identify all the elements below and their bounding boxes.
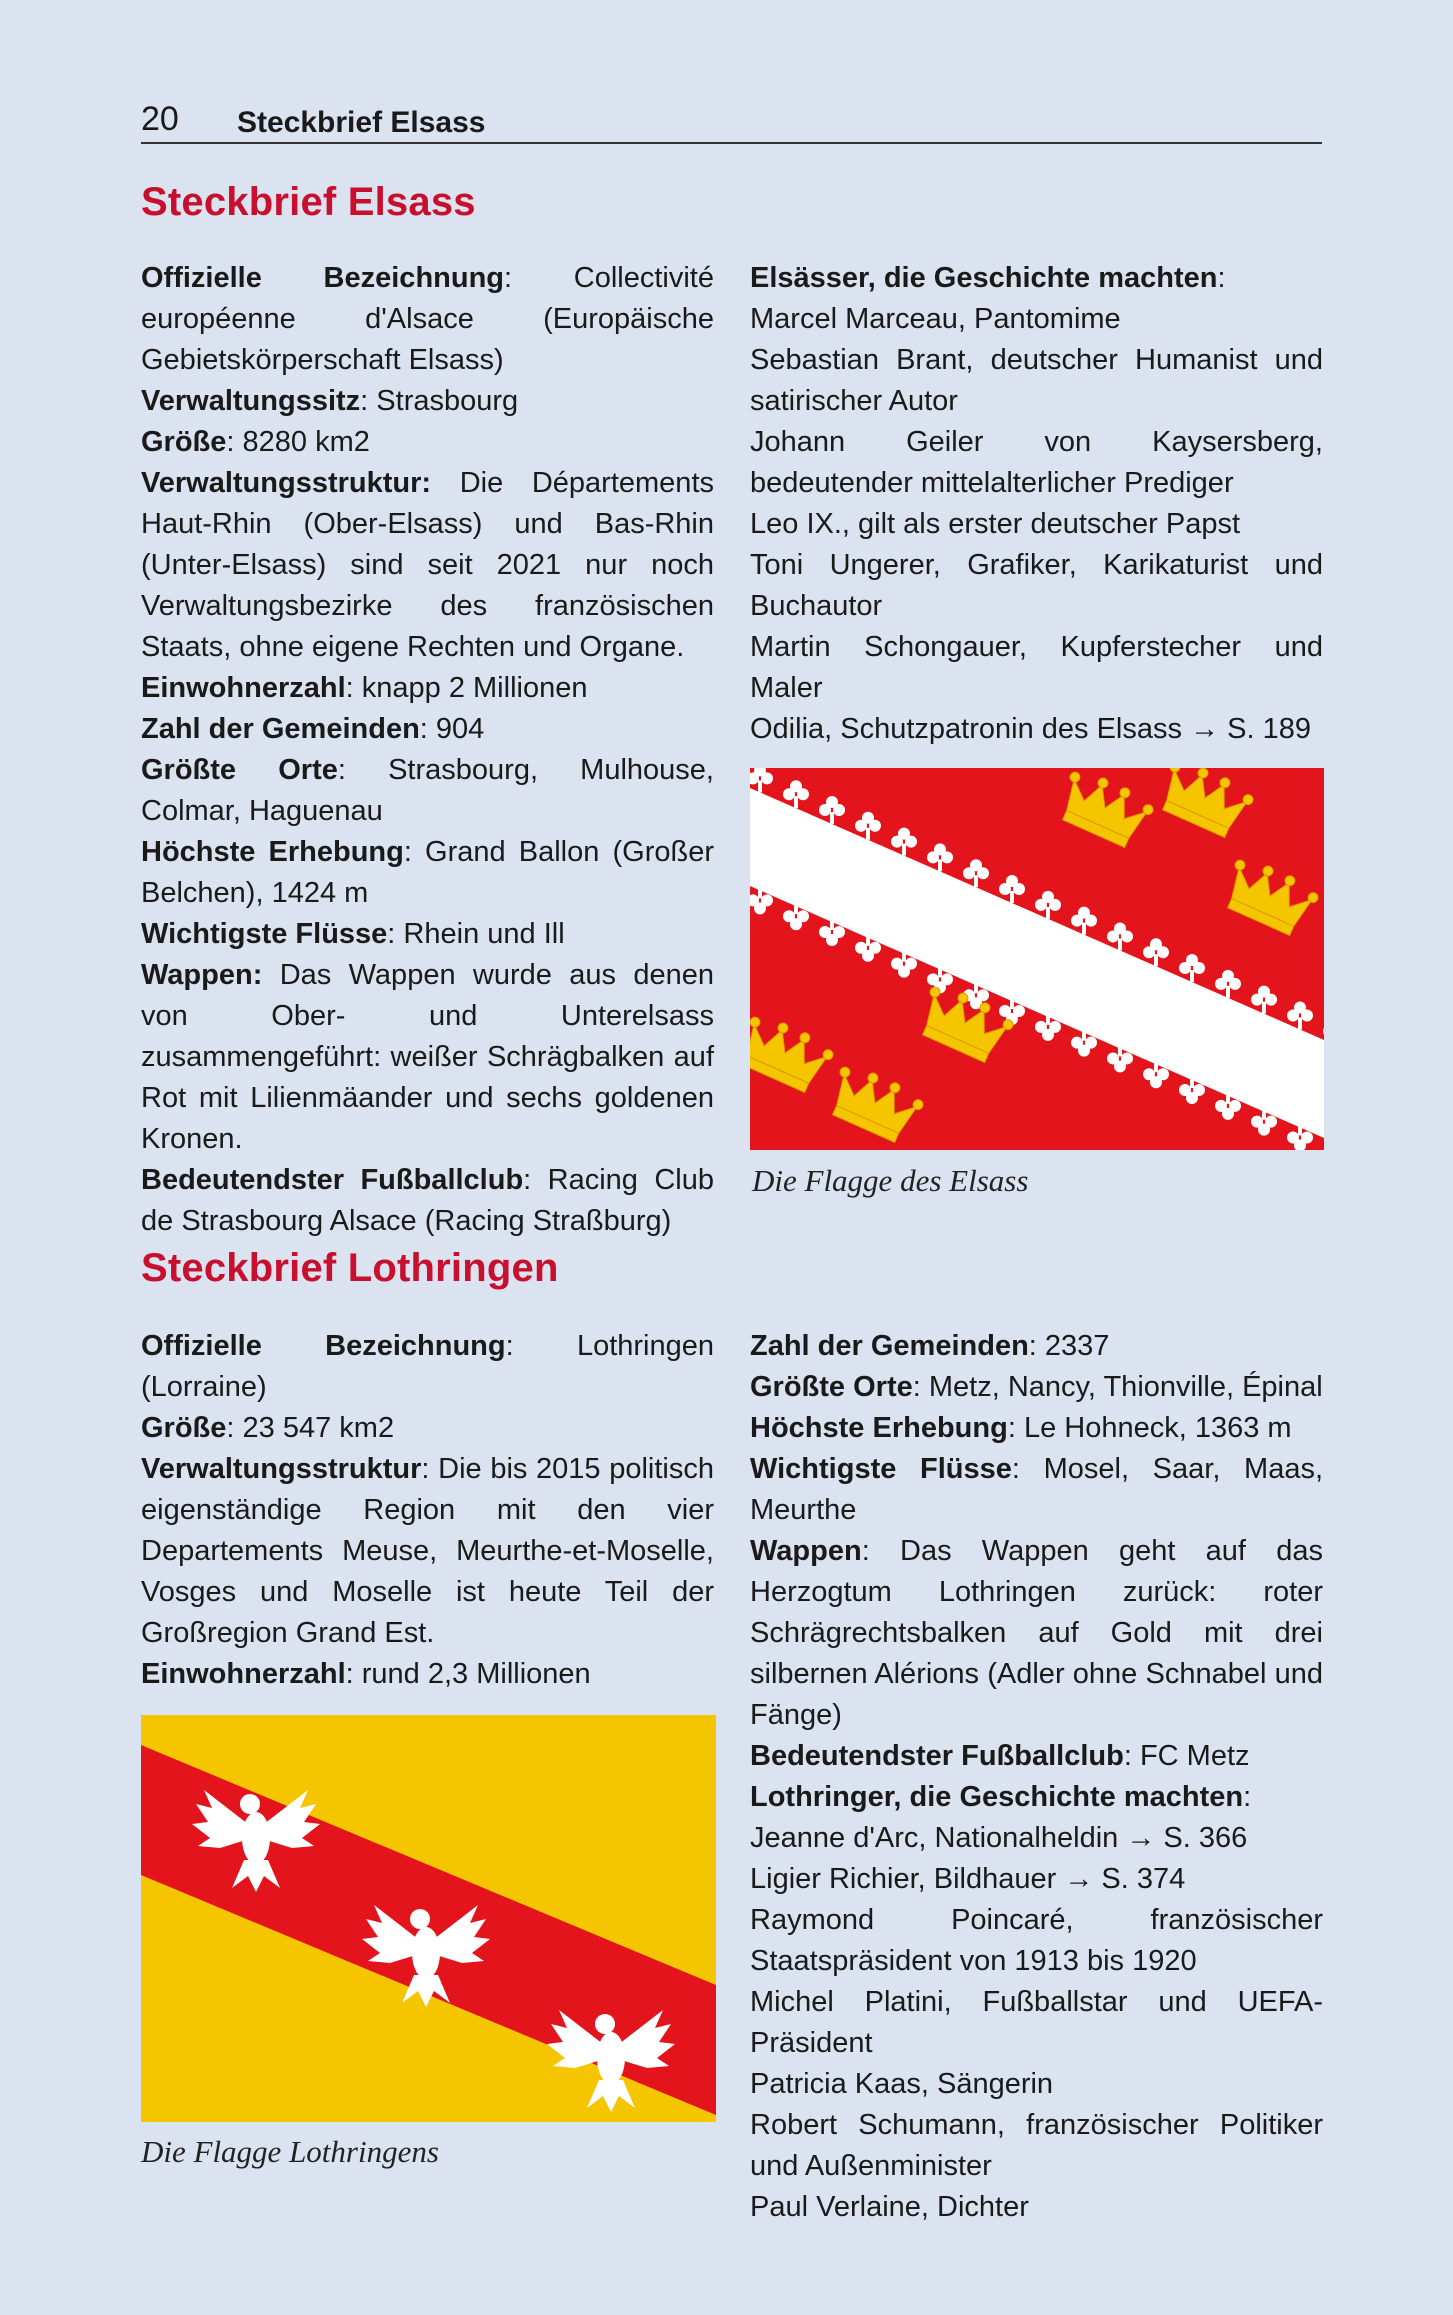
lorraine-fact-entry-separator: : — [1028, 1330, 1045, 1362]
alsace-fact-entry — [141, 709, 714, 750]
lorraine-fact-entry-label: Wichtigste Flüsse — [750, 1453, 1012, 1485]
lorraine-title: Steckbrief Lothringen — [141, 1246, 559, 1290]
lorraine-person-item: Michel Platini, Fußballstar und UEFA-Präsident — [750, 1986, 1323, 2059]
alsace-fact-entry-text: 8280 km2 — [242, 426, 370, 458]
alsace-fact-entry-label: Bedeutendster Fußballclub — [141, 1164, 524, 1196]
alsace-fact-entry — [141, 914, 714, 955]
lorraine-fact-entry-label: Offizielle Bezeichnung — [141, 1330, 506, 1362]
alsace-fact-entry-label: Einwohnerzahl — [141, 672, 346, 704]
alsace-fact-entry-label: Verwaltungssitz — [141, 385, 361, 417]
lorraine-person-item: Paul Verlaine, Dichter — [750, 2191, 1029, 2223]
alsace-facts — [141, 258, 714, 1242]
page-number: 20 — [141, 100, 179, 138]
alsace-fact-entry-label: Wappen: — [141, 959, 263, 991]
lorraine-fact-entry-text: Die bis 2015 politisch eigenständige Region mit den vier Departements Meuse, Meurthe-et-Moselle, Vosges und Moselle ist heute Teil der Großregion Grand Est. — [141, 1453, 714, 1649]
lorraine-fact-entry-text: 23 547 km2 — [242, 1412, 395, 1444]
lorraine-fact-entry-text: rund 2,3 Millionen — [361, 1658, 591, 1690]
alsace-people-heading: Elsässer, die Geschichte machten — [750, 262, 1218, 294]
lorraine-fact-entry-separator: : — [226, 1412, 243, 1444]
alsace-fact-entry-text: Strasbourg, Mulhouse, Colmar, Haguenau — [141, 754, 714, 827]
lorraine-flag-caption: Die Flagge Lothringens — [141, 2134, 439, 2169]
lorraine-fact-entry-label: Zahl der Gemeinden — [750, 1330, 1029, 1362]
alsace-fact-entry-text: Das Wappen wurde aus denen von Ober- und Unterelsass zusammengeführt: weißer Schrägbalken auf Rot mit Lilienmäander und sechs goldenen Kronen. — [141, 959, 715, 1155]
lorraine-people-colon: : — [1243, 1781, 1252, 1813]
alsace-fact-entry-label: Größte Orte — [141, 754, 338, 786]
alsace-fact-entry-text: Die Départements Haut-Rhin (Ober-Elsass) und Bas-Rhin (Unter-Elsass) sind seit 2021 nur noch Verwaltungsbezirke des französischen Staats, ohne eigene Rechten und Organe. — [141, 467, 714, 663]
lorraine-person-item: Raymond Poincaré, französischer Staatspräsident von 1913 bis 1920 — [750, 1904, 1323, 1977]
lorraine-fact-entry-separator: : — [505, 1330, 577, 1362]
lorraine-people-list — [750, 1818, 1323, 2228]
lorraine-fact-entry-text: Lothringen (Lorraine) — [141, 1330, 714, 1403]
alsace-fact-entry — [141, 750, 714, 832]
alsace-fact-entry-separator: : — [360, 385, 377, 417]
alsace-fact-entry-separator — [431, 467, 460, 499]
alsace-fact-entry-text: Racing Club de Strasbourg Alsace (Racing Straßburg) — [141, 1164, 714, 1237]
alsace-person-item: Johann Geiler von Kaysersberg, bedeutender mittelalterlicher Prediger — [750, 426, 1323, 499]
alsace-fact-entry-separator — [262, 959, 279, 991]
lorraine-person-item: Patricia Kaas, Sängerin — [750, 2068, 1054, 2100]
lorraine-fact-entry-text: FC Metz — [1139, 1740, 1250, 1772]
lorraine-fact-entry-text: Metz, Nancy, Thionville, Épinal — [928, 1371, 1323, 1403]
alsace-people-list — [750, 299, 1323, 750]
lorraine-facts-left — [141, 1326, 714, 1695]
alsace-fact-entry-label: Zahl der Gemeinden — [141, 713, 420, 745]
alsace-fact-entry — [141, 258, 714, 381]
alsace-fact-entry-separator: : — [504, 262, 574, 294]
lorraine-fact-entry-label: Größe — [141, 1412, 227, 1444]
alsace-fact-entry-separator: : — [226, 426, 243, 458]
lorraine-fact-entry-label: Verwaltungsstruktur — [141, 1453, 422, 1485]
lorraine-fact-entry — [750, 1408, 1323, 1449]
alsace-person-item: Odilia, Schutzpatronin des Elsass → S. 189 — [750, 713, 1311, 745]
alsace-fact-entry-separator: : — [387, 918, 404, 950]
alsace-people-heading-line — [750, 258, 1323, 299]
alsace-fact-entry — [141, 422, 714, 463]
lorraine-fact-entry-separator: : — [912, 1371, 929, 1403]
lorraine-facts-right — [750, 1326, 1323, 1777]
alsace-fact-entry-text: Strasbourg — [376, 385, 519, 417]
alsace-fact-entry — [141, 668, 714, 709]
alsace-fact-entry — [141, 832, 714, 914]
alsace-fact-entry-separator: : — [523, 1164, 548, 1196]
alsace-person-item: Leo IX., gilt als erster deutscher Papst — [750, 508, 1241, 540]
alsace-fact-entry-text: Grand Ballon (Großer Belchen), 1424 m — [141, 836, 714, 909]
lorraine-person-item: Robert Schumann, französischer Politiker und Außenminister — [750, 2109, 1323, 2182]
lorraine-fact-entry-text: 2337 — [1044, 1330, 1110, 1362]
lorraine-fact-entry-label: Wappen — [750, 1535, 862, 1567]
alsace-fact-entry-separator: : — [345, 672, 362, 704]
alsace-fact-entry — [141, 463, 714, 668]
alsace-fact-entry-label: Wichtigste Flüsse — [141, 918, 388, 950]
lorraine-fact-entry — [750, 1736, 1323, 1777]
alsace-fact-entry-text: 904 — [435, 713, 485, 745]
alsace-person-item: Marcel Marceau, Pantomime — [750, 303, 1121, 335]
lorraine-fact-entry-separator: : — [421, 1453, 439, 1485]
alsace-fact-entry — [141, 1160, 714, 1242]
lorraine-fact-entry-separator: : — [345, 1658, 362, 1690]
lorraine-person-item: Ligier Richier, Bildhauer → S. 374 — [750, 1863, 1186, 1895]
lorraine-fact-entry-label: Höchste Erhebung — [750, 1412, 1008, 1444]
alsace-fact-entry-label: Höchste Erhebung — [141, 836, 404, 868]
lorraine-fact-entry — [750, 1531, 1323, 1736]
lorraine-fact-entry-text: Le Hohneck, 1363 m — [1023, 1412, 1292, 1444]
lorraine-fact-entry-text: Das Wappen geht auf das Herzogtum Lothringen zurück: roter Schrägrechtsbalken auf Gold mit drei silbernen Alérions (Adler ohne Schnabel und Fänge) — [750, 1535, 1323, 1731]
lorraine-fact-entry-separator: : — [861, 1535, 900, 1567]
lorraine-facts-right-block — [750, 1326, 1323, 2228]
alsace-person-item: Sebastian Brant, deutscher Humanist und satirischer Autor — [750, 344, 1323, 417]
running-head: Steckbrief Elsass — [237, 106, 486, 139]
lorraine-fact-entry — [141, 1449, 714, 1654]
lorraine-fact-entry-separator: : — [1007, 1412, 1024, 1444]
alsace-fact-entry-separator: : — [419, 713, 436, 745]
alsace-fact-entry-label: Offizielle Bezeichnung — [141, 262, 505, 294]
alsace-fact-entry-separator: : — [337, 754, 389, 786]
alsace-fact-entry-separator: : — [403, 836, 426, 868]
alsace-fact-entry-text: knapp 2 Millionen — [361, 672, 588, 704]
lorraine-fact-entry-separator: : — [1011, 1453, 1044, 1485]
alsace-fact-entry — [141, 381, 714, 422]
lorraine-fact-entry-label: Einwohnerzahl — [141, 1658, 346, 1690]
lorraine-fact-entry-label: Größte Orte — [750, 1371, 913, 1403]
lorraine-fact-entry — [141, 1654, 714, 1695]
lorraine-fact-entry-text: Mosel, Saar, Maas, Meurthe — [750, 1453, 1324, 1526]
lorraine-people-heading-line — [750, 1777, 1323, 1818]
lorraine-flag — [141, 1715, 716, 2122]
alsace-fact-entry-label: Verwaltungsstruktur: — [141, 467, 432, 499]
alsace-fact-entry-text: Collectivité européenne d'Alsace (Europäische Gebietskörperschaft Elsass) — [141, 262, 714, 376]
lorraine-fact-entry — [750, 1326, 1323, 1367]
lorraine-people-heading: Lothringer, die Geschichte machten — [750, 1781, 1244, 1813]
alsace-people-block — [750, 258, 1323, 750]
alsace-flag — [750, 768, 1324, 1150]
alsace-title: Steckbrief Elsass — [141, 180, 476, 224]
alsace-people-colon: : — [1217, 262, 1226, 294]
alsace-fact-entry — [141, 955, 714, 1160]
lorraine-fact-entry — [141, 1326, 714, 1408]
alsace-flag-caption: Die Flagge des Elsass — [752, 1163, 1029, 1198]
lorraine-fact-entry-separator: : — [1123, 1740, 1140, 1772]
lorraine-fact-entry — [141, 1408, 714, 1449]
alsace-fact-entry-label: Größe — [141, 426, 227, 458]
lorraine-person-item: Jeanne d'Arc, Nationalheldin → S. 366 — [750, 1822, 1248, 1854]
lorraine-fact-entry — [750, 1367, 1323, 1408]
alsace-fact-entry-text: Rhein und Ill — [403, 918, 565, 950]
lorraine-fact-entry — [750, 1449, 1323, 1531]
alsace-person-item: Martin Schongauer, Kupferstecher und Maler — [750, 631, 1323, 704]
page-header — [141, 98, 1322, 144]
alsace-person-item: Toni Ungerer, Grafiker, Karikaturist und Buchautor — [750, 549, 1323, 622]
lorraine-fact-entry-label: Bedeutendster Fußballclub — [750, 1740, 1124, 1772]
